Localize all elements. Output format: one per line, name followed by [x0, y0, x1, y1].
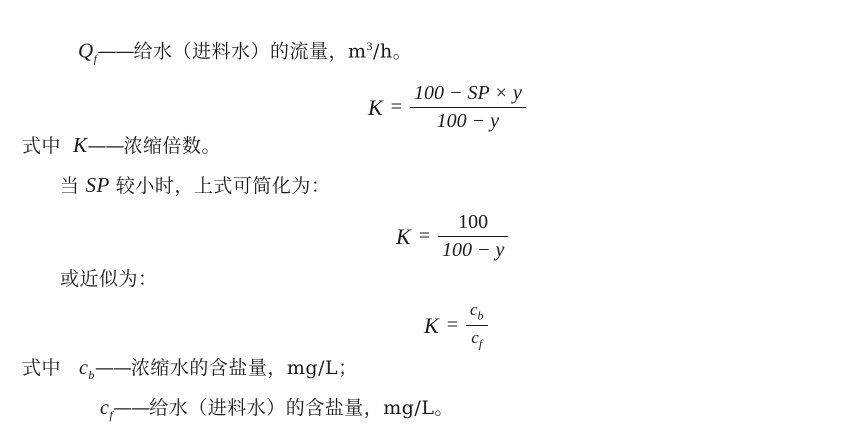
equation-3-denominator-subscript: f: [478, 336, 483, 351]
equation-3: [424, 300, 488, 352]
text-line-shizhong-k: [22, 135, 221, 156]
equation-2-fraction: [438, 211, 508, 262]
subscript-f: f: [109, 408, 114, 422]
text-line-cf: [100, 398, 454, 421]
line-qf-body: 给水（进料水）的流量，m: [133, 40, 367, 63]
line-cb-body: 浓缩水的含盐量，mg/L；: [130, 357, 358, 379]
line-cf-body: 给水（进料水）的含盐量，mg/L。: [149, 397, 454, 419]
equation-3-fraction: [466, 300, 488, 352]
equation-2-denominator: 100 − y: [441, 239, 505, 261]
symbol-k: K: [73, 133, 88, 157]
equation-3-numerator-symbol: c: [469, 300, 478, 319]
symbol-c: c: [100, 397, 110, 419]
em-dash: ——: [113, 397, 150, 419]
equation-1-lhs: K: [368, 94, 383, 120]
text-line-qf: [78, 40, 412, 65]
subscript-b: b: [88, 368, 95, 382]
equation-3-denominator-symbol: c: [471, 328, 479, 348]
text-line-shizhong-cb: [22, 358, 358, 381]
equation-3-numerator: [466, 300, 488, 325]
symbol-sp: SP: [85, 173, 110, 197]
equation-1-fraction: [410, 82, 526, 133]
em-dash: ——: [97, 40, 134, 63]
equation-3-equals: =: [446, 314, 458, 337]
em-dash: ——: [87, 135, 124, 157]
text-line-huojinsi: 或近似为：: [60, 268, 158, 290]
equation-1-denominator: 100 − y: [436, 110, 500, 132]
subscript-f: f: [93, 51, 98, 66]
equation-2-numerator: 100: [458, 211, 489, 233]
equation-1-numerator: 100 − SP × y: [413, 82, 522, 104]
text-line-dang-sp: [60, 175, 330, 196]
symbol-c: c: [79, 357, 89, 379]
line-qf-tail: /h。: [373, 40, 413, 63]
label-shizhong: 式中: [22, 135, 62, 157]
equation-2-lhs: K: [396, 223, 411, 249]
equation-2: [396, 211, 508, 262]
line-k-body: 浓缩倍数。: [123, 135, 222, 157]
equation-1-equals: =: [390, 96, 402, 118]
equation-3-lhs: K: [424, 312, 439, 338]
line-sp-body: 较小时，上式可简化为：: [115, 175, 331, 197]
equation-1: [368, 82, 526, 133]
superscript-3: 3: [366, 39, 374, 53]
equation-2-equals: =: [418, 225, 430, 247]
equation-3-denominator: [467, 326, 486, 351]
label-shizhong: 式中: [22, 357, 62, 379]
em-dash: ——: [94, 357, 131, 379]
equation-3-numerator-subscript: b: [477, 308, 484, 323]
symbol-qf: Q: [78, 38, 94, 63]
word-dang: 当: [60, 175, 80, 197]
